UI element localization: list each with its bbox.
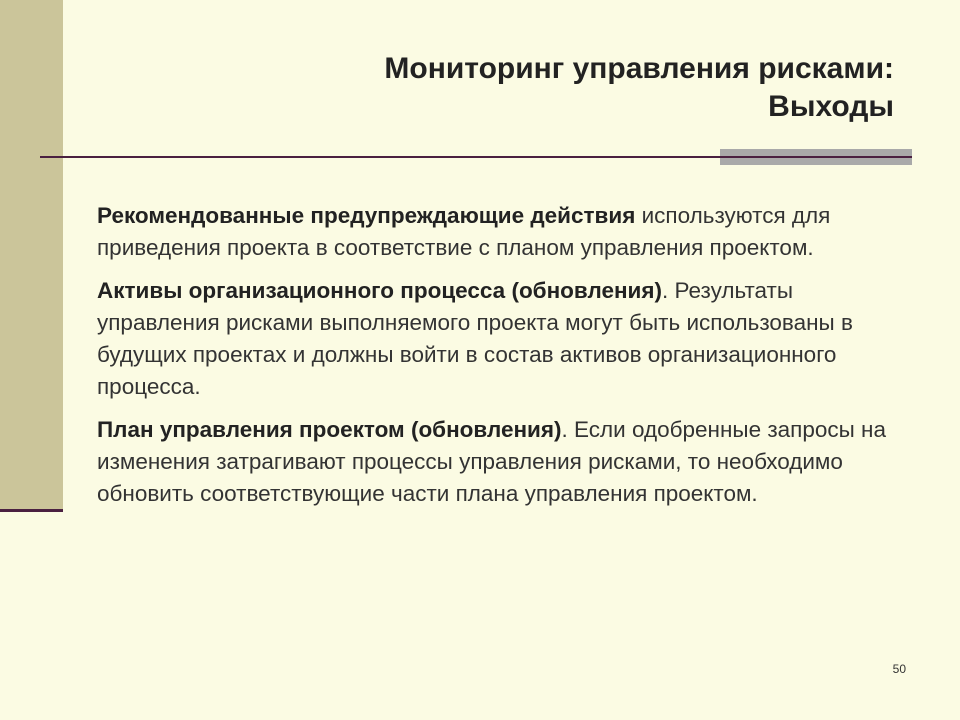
paragraph-lead: План управления проектом (обновления)	[97, 417, 562, 442]
paragraph-process-assets	[97, 275, 917, 403]
page-number: 50	[892, 662, 906, 676]
slide-title	[300, 50, 894, 126]
paragraph-body: . Если одобренные запросы на изменения затрагивают процессы управления рисками, то необходимо обновить соответствующие части плана управления проектом.	[97, 417, 886, 506]
paragraph-lead: Активы организационного процесса (обновления)	[97, 278, 663, 303]
paragraph-lead: Рекомендованные предупреждающие действия	[97, 203, 636, 228]
paragraph-project-plan	[97, 414, 917, 510]
side-band	[0, 0, 63, 511]
paragraph-body: . Результаты управления рисками выполняемого проекта могут быть использованы в будущих проектах и должны войти в состав активов организационного процесса.	[97, 278, 853, 399]
title-rule	[40, 156, 912, 158]
slide-title-line-2: Выходы	[768, 90, 894, 123]
slide-title-line-1: Мониторинг управления рисками:	[384, 52, 894, 85]
paragraph-body: используются для приведения проекта в соответствие с планом управления проектом.	[97, 203, 831, 260]
side-band-underline	[0, 509, 63, 512]
paragraph-recommended-actions	[97, 200, 917, 264]
slide-content	[97, 200, 917, 521]
